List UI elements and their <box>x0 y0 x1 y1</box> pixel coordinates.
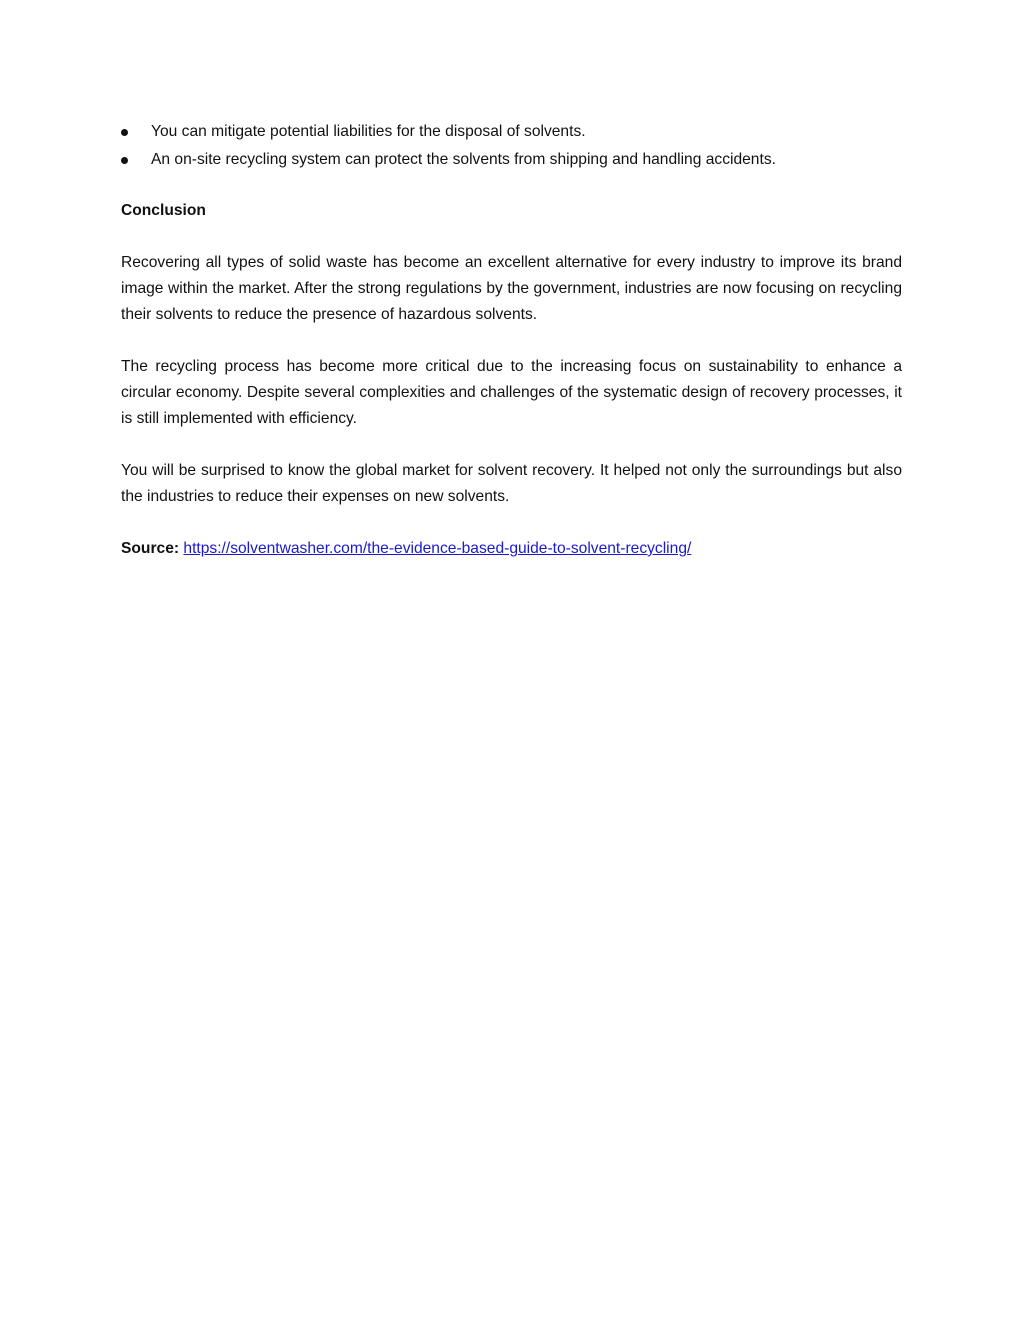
list-item-text: An on-site recycling system can protect the solvents from shipping and handling accidents. <box>151 151 776 168</box>
bullet-list <box>121 118 902 174</box>
list-item-text: You can mitigate potential liabilities for the disposal of solvents. <box>151 123 586 140</box>
document-page <box>121 118 902 562</box>
section-heading-conclusion: Conclusion <box>121 202 206 219</box>
list-item <box>121 146 902 174</box>
bullet-icon <box>121 157 128 164</box>
list-item <box>121 118 902 146</box>
source-label: Source: <box>121 540 180 557</box>
source-line <box>121 536 902 562</box>
source-link[interactable]: https://solventwasher.com/the-evidence-based-guide-to-solvent-recycling/ <box>183 540 692 557</box>
paragraph: The recycling process has become more critical due to the increasing focus on sustainability to enhance a circular economy. Despite several complexities and challenges of the systematic design of recovery processes, it is still implemented with efficiency. <box>121 358 902 427</box>
bullet-icon <box>121 129 128 136</box>
paragraph: You will be surprised to know the global market for solvent recovery. It helped not only the surroundings but also the industries to reduce their expenses on new solvents. <box>121 462 902 505</box>
paragraph: Recovering all types of solid waste has become an excellent alternative for every industry to improve its brand image within the market. After the strong regulations by the government, industries are now focusing on recycling their solvents to reduce the presence of hazardous solvents. <box>121 254 902 323</box>
